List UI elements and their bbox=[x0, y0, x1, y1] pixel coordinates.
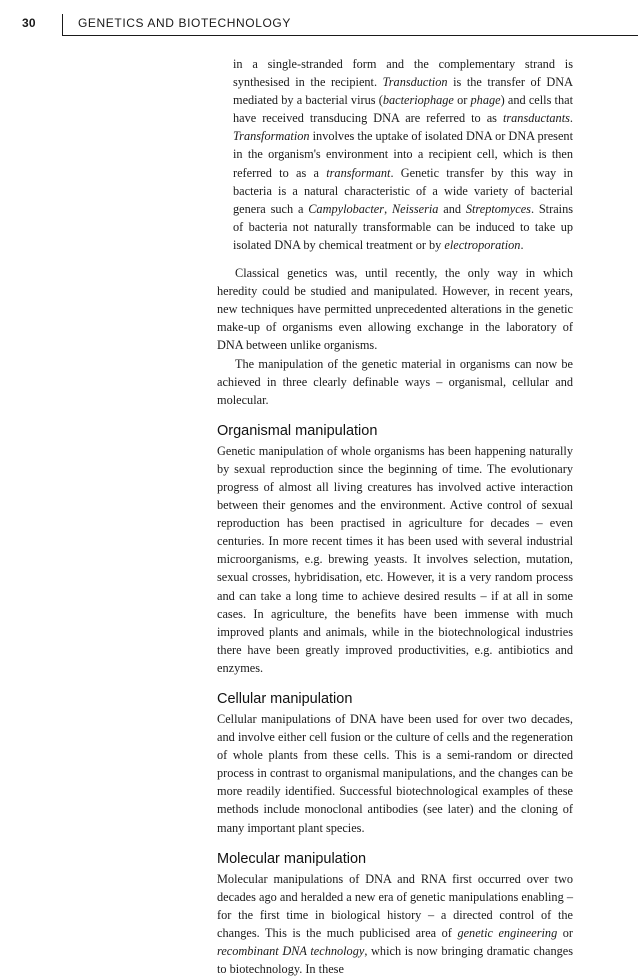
page-number: 30 bbox=[22, 16, 36, 30]
header-rule bbox=[62, 35, 638, 36]
term-phage: phage bbox=[470, 93, 501, 108]
page-header bbox=[0, 14, 638, 36]
heading-organismal: Organismal manipulation bbox=[217, 422, 378, 439]
text-column bbox=[217, 55, 573, 978]
paragraph-molecular: Molecular manipulations of DNA and RNA first occurred over two decades ago and heralded a new era of genetic manipulations enabling – for the first time in biological history – a directed control of the changes. This is the much publicised area of genetic engineering or recombinant DNA technology, which is now bringing dramatic changes to biotechnology. In these bbox=[217, 871, 574, 977]
intro-block bbox=[217, 55, 573, 254]
term-streptomyces: Streptomyces bbox=[465, 201, 531, 216]
term-transductants: transductants bbox=[502, 111, 570, 126]
term-neisseria: Neisseria bbox=[391, 201, 439, 216]
intro-paragraph: in a single-stranded form and the complementary strand is synthesised in the recipient. Transduction is the transfer of DNA mediated by a bacterial virus (bacteriophage or phage) and cells that have received transducing DNA are referred to as transductants. Transformation involves the uptake of isolated DNA or DNA present in the organism's environment into a recipient cell, which is then referred to as a transformant. Genetic transfer by this way in bacteria is a natural characteristic of a wide variety of bacterial genera such a Campylobacter, Neisseria and Streptomyces. Strains of bacteria not naturally transformable can be induced to take up isolated DNA by chemical treatment or by electroporation. bbox=[233, 57, 574, 252]
term-transformation: Transformation bbox=[233, 129, 310, 144]
paragraph-manipulation-ways: The manipulation of the genetic material in organisms can now be achieved in three clearly definable ways – organismal, cellular and molecular. bbox=[217, 356, 573, 407]
term-electroporation: electroporation bbox=[444, 237, 521, 252]
term-bacteriophage: bacteriophage bbox=[382, 93, 454, 108]
header-divider bbox=[62, 14, 63, 36]
term-transduction: Transduction bbox=[382, 75, 448, 90]
term-transformant: transformant bbox=[326, 165, 391, 180]
term-recombinant-dna: recombinant DNA technology bbox=[217, 944, 365, 959]
running-head: GENETICS AND BIOTECHNOLOGY bbox=[78, 16, 291, 30]
paragraph-cellular: Cellular manipulations of DNA have been used for over two decades, and involve either cell fusion or the culture of cells and the regeneration of whole plants from these cells. This is a semi-random or directed process in contrast to organismal manipulations, and the changes can be more readily identified. Successful biotechnological examples of these methods include monoclonal antibodies (see later) and the cloning of many important plant species. bbox=[217, 712, 573, 835]
term-genetic-engineering: genetic engineering bbox=[457, 925, 558, 940]
paragraph-classical-genetics: Classical genetics was, until recently, the only way in which heredity could be studied and manipulated. However, in recent years, new techniques have permitted unprecedented alterations in the genetic make-up of organisms even allowing exchange in the laboratory of DNA between unlike organisms. bbox=[217, 266, 573, 353]
term-campylobacter: Campylobacter bbox=[308, 201, 385, 216]
heading-molecular: Molecular manipulation bbox=[217, 850, 367, 867]
paragraph-organismal: Genetic manipulation of whole organisms has been happening naturally by sexual reproduction since the beginning of time. The evolutionary progress of almost all living creatures has involved active interaction between their genomes and the environment. Active control of sexual reproduction has been practised in agriculture for decades – even centuries. In more recent times it has been used with several industrial microorganisms, e.g. brewing yeasts. It involves selection, mutation, sexual crosses, hybridisation, etc. However, it is a very random process and can take a long time to achieve desired results – if at all in some cases. In agriculture, the benefits have been immense with much improved plants and animals, while in the biotechnological industries there have been greatly improved productivities, e.g. antibiotics and enzymes. bbox=[217, 443, 573, 675]
heading-cellular: Cellular manipulation bbox=[217, 691, 353, 707]
